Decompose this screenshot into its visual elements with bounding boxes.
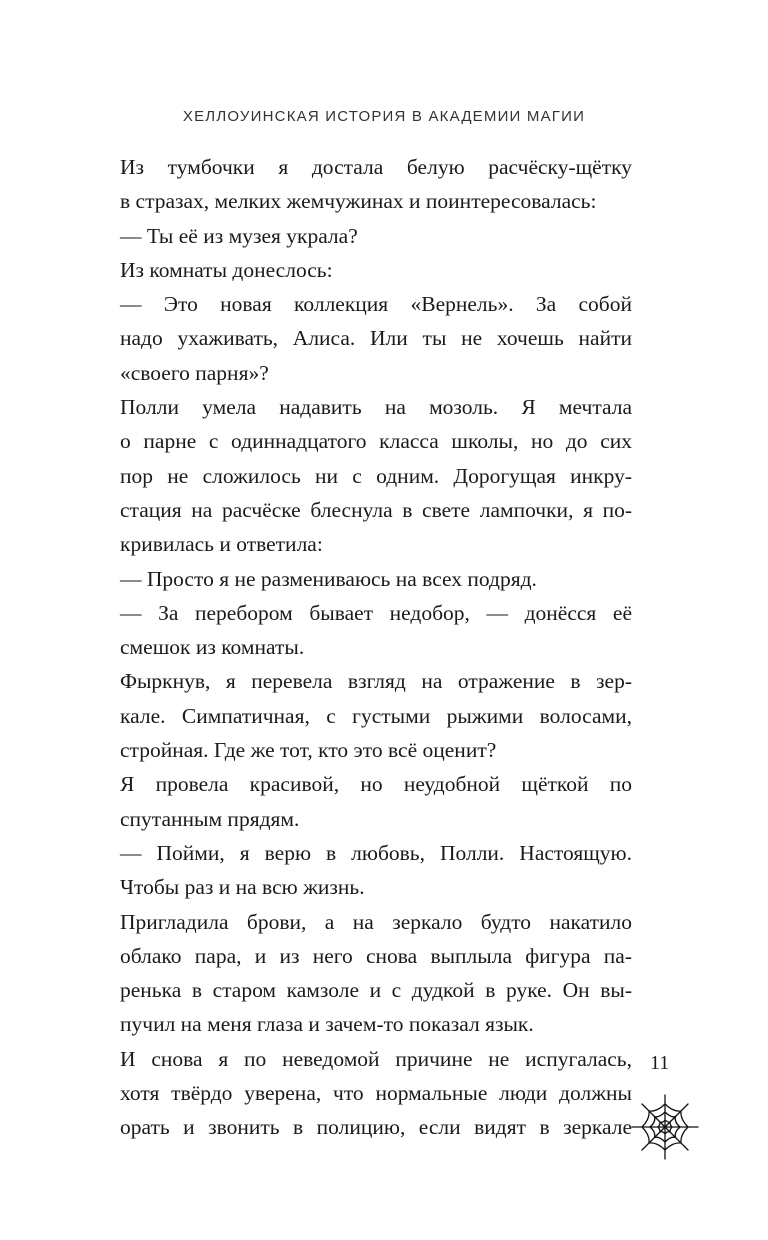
text-line: Пригладила брови, а на зеркало будто накатило — [120, 909, 632, 934]
text-line: пучил на меня глаза и зачем-то показал язык. — [120, 1012, 534, 1037]
text-line: спутанным прядям. — [120, 806, 300, 831]
text-line: — Это новая коллекция «Вернель». За собой — [120, 292, 632, 317]
spider-web-icon — [630, 1092, 700, 1162]
text-line: — За перебором бывает недобор, — донёсся её — [120, 600, 632, 625]
text-line: Я провела красивой, но неудобной щёткой по — [120, 772, 632, 797]
text-line: И снова я по неведомой причине не испугалась, — [120, 1046, 632, 1071]
page-number: 11 — [650, 1052, 670, 1074]
text-line: Из комнаты донеслось: — [120, 257, 333, 282]
text-line: — Ты её из музея украла? — [120, 223, 358, 248]
text-line: кривилась и ответила: — [120, 532, 323, 557]
text-line: о парне с одиннадцатого класса школы, но до сих — [120, 429, 632, 454]
text-line: Чтобы раз и на всю жизнь. — [120, 875, 365, 900]
text-line: — Просто я не размениваюсь на всех подряд. — [120, 566, 537, 591]
body-text — [120, 150, 632, 1145]
text-line: — Пойми, я верю в любовь, Полли. Настоящую. — [120, 840, 632, 865]
text-line: стация на расчёске блеснула в свете лампочки, я по- — [120, 497, 632, 522]
text-line: Полли умела надавить на мозоль. Я мечтала — [120, 395, 632, 420]
text-line: «своего парня»? — [120, 360, 269, 385]
text-line: кале. Симпатичная, с густыми рыжими волосами, — [120, 703, 632, 728]
text-line: в стразах, мелких жемчужинах и поинтересовалась: — [120, 189, 597, 214]
text-line: смешок из комнаты. — [120, 635, 305, 660]
running-head: ХЕЛЛОУИНСКАЯ ИСТОРИЯ В АКАДЕМИИ МАГИИ — [182, 108, 586, 125]
text-line: надо ухаживать, Алиса. Или ты не хочешь найти — [120, 326, 632, 351]
text-line: ренька в старом камзоле и с дудкой в руке. Он вы- — [120, 978, 632, 1003]
text-line: хотя твёрдо уверена, что нормальные люди должны — [120, 1081, 632, 1106]
text-line: стройная. Где же тот, кто это всё оценит? — [120, 738, 497, 763]
text-line: Из тумбочки я достала белую расчёску-щётку — [120, 155, 632, 179]
text-line: облако пара, и из него снова выплыла фигура па- — [120, 943, 632, 968]
text-line: пор не сложилось ни с одним. Дорогущая инкру- — [120, 463, 632, 488]
text-line: орать и звонить в полицию, если видят в зеркале — [120, 1115, 632, 1140]
text-line: Фыркнув, я перевела взгляд на отражение в зер- — [120, 669, 632, 694]
